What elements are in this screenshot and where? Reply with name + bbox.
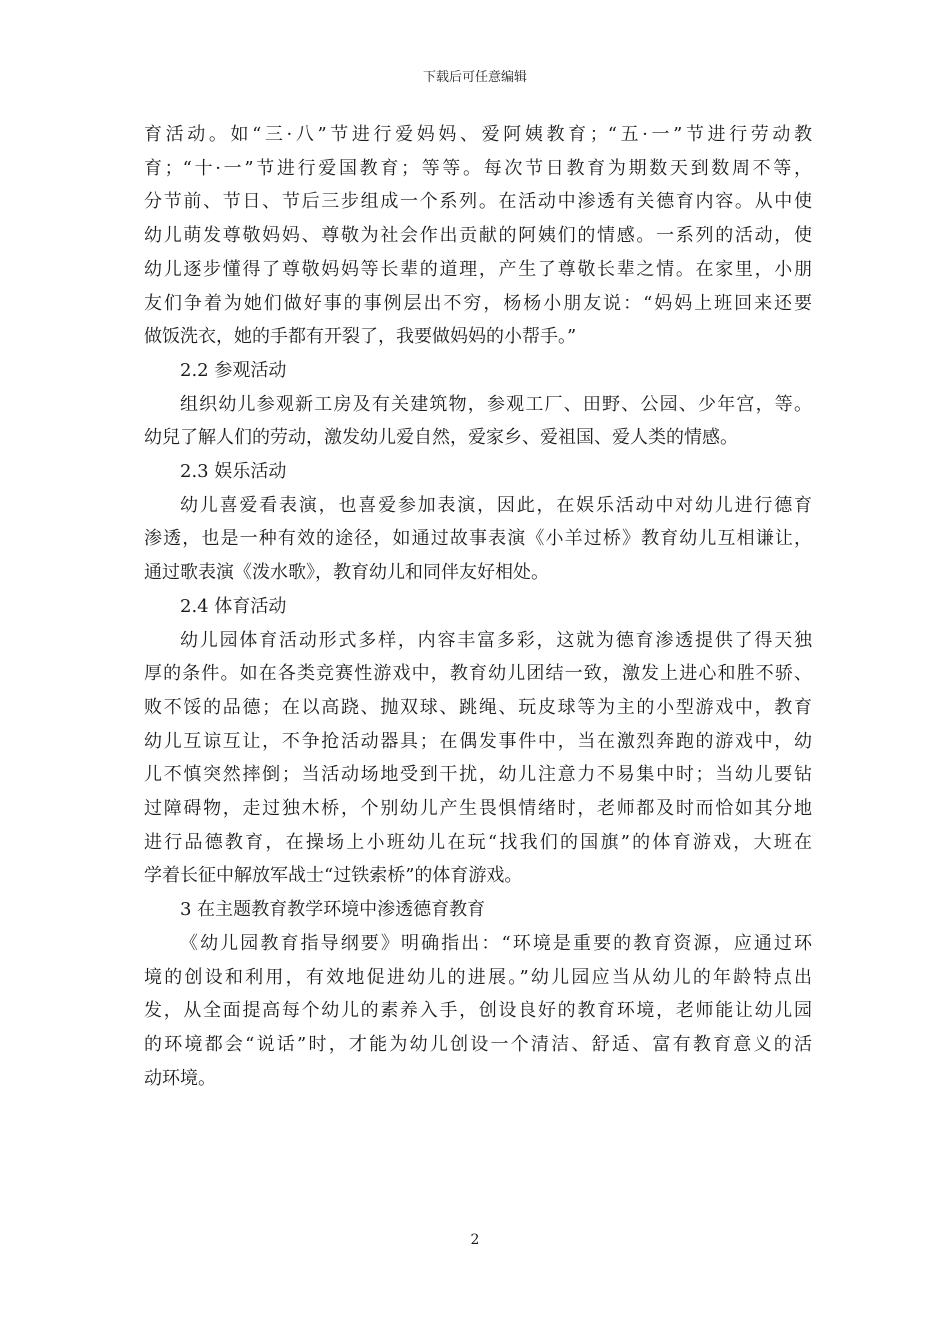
section-heading: 2.2 参观活动 (180, 359, 287, 381)
text-line: 《幼儿园教育指导纲要》明确指出：“环境是重要的教育资源，应通过环 (180, 932, 812, 954)
text-line: 幼儿互谅互让，不争抢活动器具；在偶发事件中，当在激烈奔跑的游戏中，幼 (144, 730, 812, 752)
text-line: 过障碍物，走过独木桥，个别幼儿产生畏惧情绪时，老师都及时而恰如其分地 (144, 798, 812, 820)
text-line: 育；“十·一”节进行爱国教育；等等。每次节日教育为期数天到数周不等， (144, 157, 812, 179)
text-line: 渗透，也是一种有效的途径，如通过故事表演《小羊过桥》教育幼儿互相谦让， (144, 528, 812, 550)
text-line: 组织幼儿参观新工房及有关建筑物，参观工厂、田野、公园、少年宫，等。 (180, 393, 812, 415)
text-line: 做饭洗衣，她的手都有开裂了，我要做妈妈的小帮手。” (144, 326, 577, 348)
section-heading: 3 在主题教育教学环境中渗透德育教育 (180, 899, 486, 921)
section-heading: 2.3 娱乐活动 (180, 461, 287, 483)
text-line: 厚的条件。如在各类竞赛性游戏中，教育幼儿团结一致，激发上进心和胜不骄、 (144, 663, 812, 685)
section-heading: 2.4 体育活动 (180, 595, 287, 617)
text-line: 友们争着为她们做好事的事例层出不穷，杨杨小朋友说：“妈妈上班回来还要 (144, 292, 812, 314)
page-number: 2 (470, 1232, 480, 1248)
text-line: 败不馁的品德；在以高跷、抛双球、跳绳、玩皮球等为主的小型游戏中，教育 (144, 696, 812, 718)
text-line: 进行品德教育，在操场上小班幼儿在玩“找我们的国旗”的体育游戏，大班在 (144, 831, 812, 853)
text-line: 育活动。如“三·八”节进行爱妈妈、爱阿姨教育；“五·一”节进行劳动教 (144, 124, 812, 145)
text-line: 通过歌表演《泼水歌》，教育幼儿和同伴友好相处。 (144, 562, 549, 584)
text-line: 学着长征中解放军战士“过铁索桥”的体育游戏。 (144, 865, 523, 887)
text-line: 境的创设和利用，有效地促进幼儿的进展。”幼儿园应当从幼儿的年龄特点出 (144, 966, 812, 988)
text-line: 幼兒了解人们的劳动，激发幼儿爱自然，爱家乡、爱祖国、爱人类的情感。 (144, 427, 738, 449)
text-line: 动环境。 (144, 1067, 216, 1089)
text-line: 幼儿园体育活动形式多样，内容丰富多彩，这就为德育渗透提供了得天独 (180, 629, 812, 651)
text-line: 分节前、节日、节后三步组成一个系列。在活动中渗透有关德育内容。从中使 (144, 191, 812, 213)
text-line: 幼儿逐步懂得了尊敬妈妈等长辈的道理，产生了尊敬长辈之情。在家里，小朋 (144, 258, 812, 280)
page-header: 下载后可任意编辑 (422, 70, 527, 85)
text-line: 儿不慎突然摔倒；当活动场地受到干扰，幼儿注意力不易集中时；当幼儿要钻 (144, 764, 812, 786)
text-line: 幼儿喜爱看表演，也喜爱参加表演，因此，在娱乐活动中对幼儿进行德育 (180, 494, 812, 516)
text-line: 幼儿萌发尊敬妈妈、尊敬为社会作出贡献的阿姨们的情感。一系列的活动，使 (144, 225, 812, 247)
body-text (144, 118, 812, 1095)
text-line: 的环境都会“说话”时，才能为幼儿创设一个清洁、舒适、富有教育意义的活 (144, 1033, 812, 1055)
text-line: 发，从全面提高每个幼儿的素养入手，创设良好的教育环境，老师能让幼儿园 (144, 1000, 812, 1022)
